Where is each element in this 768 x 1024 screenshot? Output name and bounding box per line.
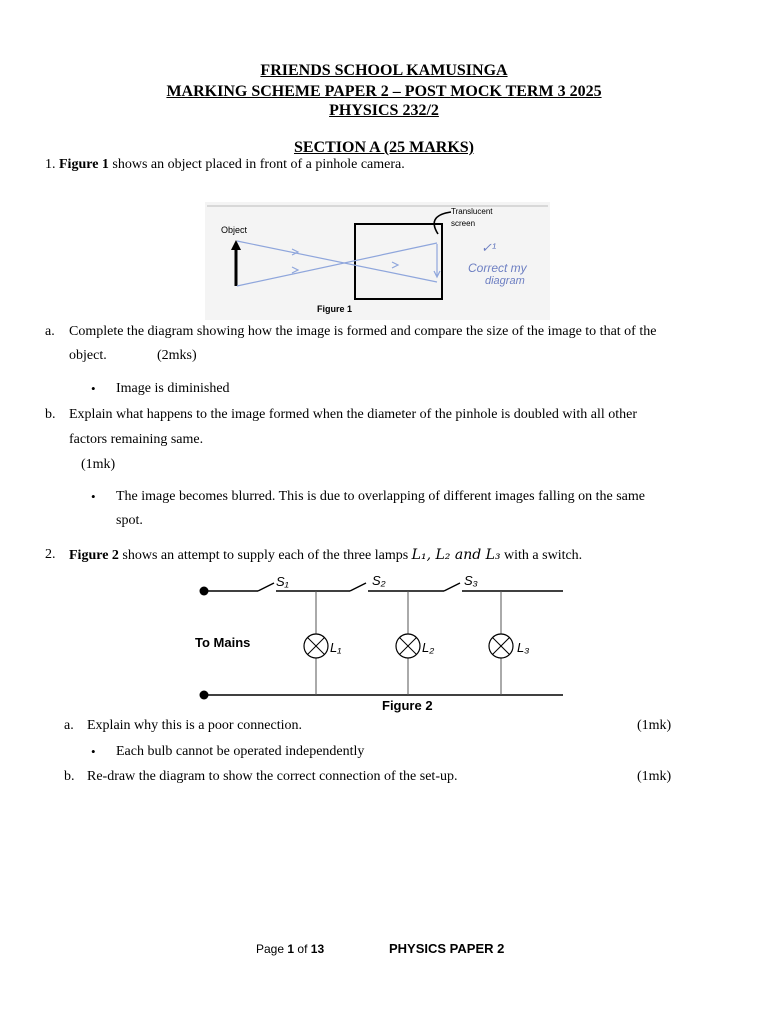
- q1b-letter: b.: [45, 407, 56, 422]
- switch-s2: [350, 583, 366, 591]
- q1b-answer-line2: spot.: [116, 513, 143, 528]
- page-total: 13: [310, 942, 325, 956]
- q2a-bullet: •: [91, 744, 96, 759]
- q1b-bullet: •: [91, 489, 96, 504]
- subject-code: PHYSICS 232/2: [329, 102, 439, 119]
- q1b-text-line1: Explain what happens to the image formed when the diameter of the pinhole is doubled with all other: [69, 407, 638, 422]
- q2-lamps-math: L₁, L₂ and L₃: [411, 547, 501, 563]
- section-title: SECTION A (25 MARKS): [293, 139, 475, 156]
- q1b-text-line2: factors remaining same.: [69, 432, 204, 447]
- school-name: FRIENDS SCHOOL KAMUSINGA: [260, 62, 508, 79]
- footer-paper-label: PHYSICS PAPER 2: [389, 941, 505, 956]
- q2a-marks: (1mk): [637, 718, 672, 733]
- label-l1: L₁: [330, 640, 342, 655]
- q2b-text: Re-draw the diagram to show the correct connection of the set-up.: [87, 769, 458, 784]
- label-s2: S₂: [372, 573, 386, 588]
- q1a-bullet: •: [91, 381, 96, 396]
- handwritten-diagram: diagram: [485, 275, 525, 287]
- q2-intro-text-b: with a switch.: [504, 548, 583, 563]
- label-l2: L₂: [422, 640, 435, 655]
- q2b-marks: (1mk): [637, 769, 672, 784]
- lamp-l3: [489, 634, 513, 658]
- page-number: 1: [287, 942, 295, 956]
- screen-label-2: screen: [451, 219, 476, 228]
- q2-number: 2.: [45, 547, 56, 562]
- q1-intro-text: shows an object placed in front of a pinhole camera.: [112, 157, 405, 172]
- q2-intro: [69, 546, 582, 565]
- switch-s3: [444, 583, 460, 591]
- q1a-answer: Image is diminished: [116, 381, 230, 396]
- figure-2-circuit: [190, 570, 570, 716]
- q2a-letter: a.: [64, 718, 74, 733]
- q2a-text: Explain why this is a poor connection.: [87, 718, 303, 733]
- q1a-text-line1: Complete the diagram showing how the image is formed and compare the size of the image to that of the: [69, 324, 657, 339]
- lamp-l2: [396, 634, 420, 658]
- q1a-marks: (2mks): [157, 348, 197, 363]
- q1b-marks: (1mk): [81, 457, 116, 472]
- figure-1-pinhole-camera: [205, 202, 550, 320]
- q1a-text-line2: object.: [69, 348, 107, 363]
- figure-2-caption: Figure 2: [382, 698, 433, 713]
- label-s3: S₃: [464, 573, 478, 588]
- switch-s1: [258, 583, 274, 591]
- q1b-answer-line1: The image becomes blurred. This is due to overlapping of different images falling on the same: [116, 489, 645, 504]
- q1-intro: [45, 156, 405, 174]
- label-l3: L₃: [517, 640, 530, 655]
- paper-title: MARKING SCHEME PAPER 2 – POST MOCK TERM 3 2025: [166, 83, 602, 100]
- q1-figure-ref: Figure 1: [59, 157, 109, 172]
- q2-figure-ref: Figure 2: [69, 548, 119, 563]
- q2a-answer: Each bulb cannot be operated independently: [116, 744, 365, 759]
- figure-1-caption: Figure 1: [317, 304, 353, 314]
- of-word: of: [297, 942, 308, 956]
- label-s1: S₁: [276, 574, 289, 589]
- page-word: Page: [256, 942, 285, 956]
- lamp-l1: [304, 634, 328, 658]
- q1a-letter: a.: [45, 324, 55, 339]
- q2-intro-text-a: shows an attempt to supply each of the three lamps: [122, 548, 409, 563]
- page-indicator: [256, 941, 324, 957]
- handwritten-correct-my: Correct my: [468, 261, 527, 275]
- q1-number: 1.: [45, 157, 56, 172]
- screen-label-1: Translucent: [451, 207, 493, 216]
- mains-label: To Mains: [195, 635, 251, 650]
- handwritten-tick: ✓¹: [481, 240, 497, 255]
- object-label: Object: [221, 225, 248, 235]
- q2b-letter: b.: [64, 769, 75, 784]
